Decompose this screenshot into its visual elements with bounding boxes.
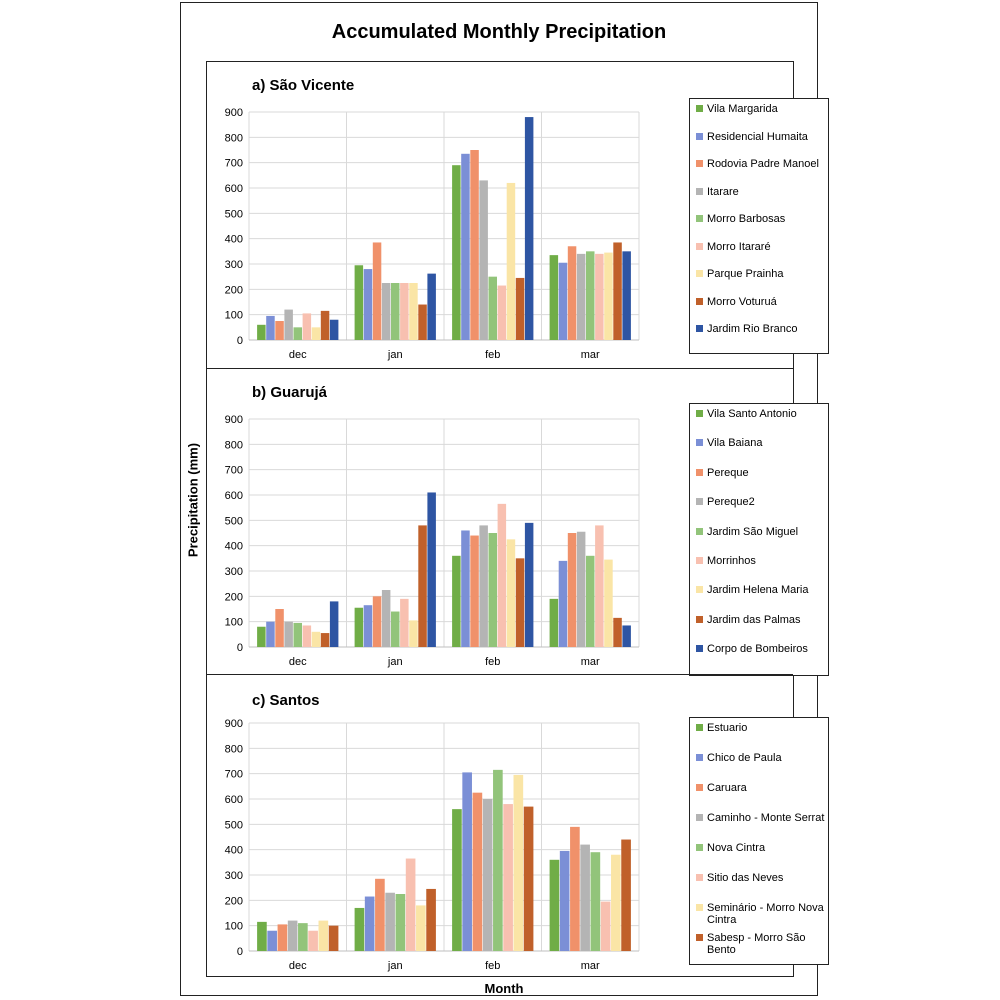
legend-swatch [696, 325, 703, 332]
legend-label: Pereque2 [707, 496, 755, 509]
legend-item [696, 902, 825, 932]
legend-label: Morro Itararé [707, 240, 771, 253]
panels-container [206, 61, 825, 977]
bar-jardim-das-palmas-mar [613, 618, 622, 647]
legend-item [696, 932, 825, 962]
legend-swatch [696, 616, 703, 623]
legend-swatch [696, 298, 703, 305]
bar-pereque-dec [275, 609, 284, 647]
legend-swatch [696, 557, 703, 564]
y-tick-label: 0 [236, 642, 243, 654]
legend-item [696, 213, 825, 241]
legend-item [696, 268, 825, 296]
bar-caminho-monte-serrat-jan [385, 893, 395, 951]
legend-label: Parque Prainha [707, 268, 784, 280]
bar-vila-santo-antonio-feb [452, 556, 461, 647]
legend-swatch [696, 754, 703, 761]
x-tick-label: dec [288, 656, 307, 668]
legend-label: Caminho - Monte Serrat [707, 812, 825, 824]
y-tick-label: 700 [224, 464, 243, 477]
panel-sao-vicente [207, 62, 819, 368]
bar-jardim-helena-maria-jan [409, 620, 418, 647]
bar-parque-prainha-jan [409, 283, 418, 340]
x-tick-label: jan [387, 349, 403, 361]
bar-pereque2-jan [382, 590, 391, 647]
bar-chico-de-paula-mar [560, 851, 570, 951]
y-tick-label: 900 [224, 414, 243, 426]
bar-seminario-morro-nova-cintra-feb [514, 775, 524, 951]
y-tick-label: 500 [224, 819, 243, 832]
x-tick-label: mar [580, 349, 600, 361]
bar-parque-prainha-dec [312, 327, 321, 340]
legend-label: Vila Margarida [707, 103, 778, 115]
legend-label: Itarare [707, 185, 739, 198]
legend-swatch [696, 469, 703, 476]
bar-parque-prainha-feb [507, 183, 516, 340]
bar-morro-barbosas-jan [391, 283, 400, 340]
bar-sitio-das-neves-mar [601, 902, 611, 951]
y-tick-label: 100 [224, 616, 243, 629]
y-tick-label: 200 [224, 591, 243, 604]
bar-pereque-feb [470, 536, 479, 647]
legend-swatch [696, 498, 703, 505]
y-tick-label: 100 [224, 920, 243, 933]
legend-item [696, 296, 825, 324]
bar-residencial-humaita-dec [266, 316, 275, 340]
y-tick-label: 100 [224, 309, 243, 322]
bar-jardim-helena-maria-mar [604, 560, 613, 647]
bar-itarare-feb [479, 180, 488, 340]
bar-jardim-das-palmas-feb [516, 558, 525, 647]
legend-item [696, 526, 825, 555]
y-tick-label: 900 [224, 107, 243, 119]
y-tick-label: 600 [224, 794, 243, 806]
bar-caruara-jan [375, 879, 385, 951]
bar-pereque-jan [373, 596, 382, 647]
legend-item [696, 584, 825, 613]
x-tick-label: feb [485, 349, 501, 361]
x-tick-label: mar [580, 656, 600, 668]
y-tick-label: 300 [224, 259, 243, 271]
panel-guaruja [207, 368, 809, 674]
bar-parque-prainha-mar [604, 253, 613, 340]
bar-morro-voturua-dec [321, 311, 330, 340]
bar-sabesp-morro-sao-bento-feb [524, 807, 534, 951]
legend-swatch [696, 784, 703, 791]
bar-itarare-dec [284, 310, 293, 340]
legend-item [696, 782, 825, 812]
legend-label: Morro Barbosas [707, 213, 786, 225]
bar-rodovia-padre-manoel-jan [373, 242, 382, 340]
figure-frame [180, 2, 825, 996]
bar-estuario-dec [257, 922, 267, 951]
y-tick-label: 600 [224, 490, 243, 502]
legend-label: Morro Voturuá [707, 295, 777, 308]
panel-santos [207, 674, 825, 978]
legend-label: Jardim Rio Branco [707, 323, 798, 335]
bar-jardim-rio-branco-dec [330, 320, 339, 340]
bar-seminario-morro-nova-cintra-mar [611, 855, 621, 951]
legend-swatch [696, 528, 703, 535]
y-tick-label: 700 [224, 157, 243, 170]
bar-rodovia-padre-manoel-dec [275, 321, 284, 340]
bar-itarare-jan [382, 283, 391, 340]
bar-corpo-de-bombeiros-jan [427, 492, 436, 647]
bar-jardim-sao-miguel-dec [294, 623, 303, 647]
legend-sao-vicente [689, 98, 829, 354]
bar-jardim-rio-branco-jan [427, 274, 436, 340]
y-tick-label: 0 [236, 946, 243, 958]
legend-item [696, 323, 825, 351]
legend-santos [689, 717, 829, 965]
legend-swatch [696, 586, 703, 593]
legend-swatch [696, 904, 703, 911]
legend-swatch [696, 243, 703, 250]
bar-morrinhos-dec [303, 625, 312, 647]
x-tick-label: jan [387, 960, 403, 972]
bar-chico-de-paula-dec [267, 931, 277, 951]
legend-label: Morrinhos [707, 554, 756, 567]
y-tick-label: 200 [224, 284, 243, 297]
bar-jardim-sao-miguel-jan [391, 612, 400, 647]
legend-swatch [696, 934, 703, 941]
legend-label: Corpo de Bombeiros [707, 643, 808, 656]
legend-item [696, 722, 825, 752]
legend-swatch [696, 844, 703, 851]
bar-caruara-feb [473, 793, 483, 951]
bar-itarare-mar [577, 254, 586, 340]
bar-residencial-humaita-feb [461, 154, 470, 340]
y-tick-label: 0 [236, 335, 243, 347]
legend-swatch [696, 105, 703, 112]
x-tick-label: feb [485, 656, 501, 668]
bar-chico-de-paula-jan [365, 897, 375, 951]
bar-sabesp-morro-sao-bento-mar [621, 840, 631, 951]
y-tick-label: 700 [224, 768, 243, 781]
legend-item [696, 241, 825, 269]
x-tick-label: jan [387, 656, 403, 668]
panel-title: b) Guarujá [252, 384, 328, 401]
bar-nova-cintra-dec [298, 923, 308, 951]
bar-nova-cintra-feb [493, 770, 503, 951]
y-tick-label: 600 [224, 183, 243, 195]
legend-guaruja [689, 403, 829, 676]
bar-rodovia-padre-manoel-feb [470, 150, 479, 340]
bar-sitio-das-neves-dec [308, 931, 318, 951]
legend-item [696, 131, 825, 159]
bar-jardim-sao-miguel-feb [489, 533, 498, 647]
legend-item [696, 614, 825, 643]
bar-caminho-monte-serrat-mar [580, 845, 590, 951]
y-tick-label: 400 [224, 233, 243, 246]
x-tick-label: dec [288, 349, 307, 361]
legend-item [696, 496, 825, 525]
legend-item [696, 103, 825, 131]
bar-morrinhos-jan [400, 599, 409, 647]
bar-morro-voturua-mar [613, 242, 622, 340]
bar-pereque2-dec [284, 622, 293, 647]
legend-label: Jardim Helena Maria [707, 584, 809, 597]
legend-label: Estuario [707, 722, 748, 734]
panel-title: c) Santos [252, 692, 320, 709]
y-tick-label: 400 [224, 844, 243, 857]
bar-corpo-de-bombeiros-mar [622, 625, 631, 647]
bar-pereque-mar [568, 533, 577, 647]
bar-morro-barbosas-dec [294, 327, 303, 340]
bar-corpo-de-bombeiros-feb [525, 523, 534, 647]
panel-title: a) São Vicente [252, 77, 355, 94]
bar-morro-itarare-mar [595, 254, 604, 340]
y-tick-label: 800 [224, 132, 243, 145]
legend-item [696, 555, 825, 584]
bar-vila-baiana-jan [364, 605, 373, 647]
bar-jardim-helena-maria-dec [312, 632, 321, 647]
legend-label: Caruara [707, 782, 747, 794]
y-tick-label: 800 [224, 743, 243, 756]
legend-swatch [696, 724, 703, 731]
bar-morro-barbosas-feb [489, 277, 498, 340]
legend-item [696, 643, 825, 672]
bar-residencial-humaita-jan [364, 269, 373, 340]
bar-caruara-dec [278, 924, 288, 951]
x-tick-label: feb [485, 960, 501, 972]
bar-morrinhos-mar [595, 525, 604, 647]
bar-morrinhos-feb [498, 504, 507, 647]
legend-label: Nova Cintra [707, 842, 766, 854]
legend-swatch [696, 270, 703, 277]
bar-vila-santo-antonio-dec [257, 627, 266, 647]
legend-item [696, 186, 825, 214]
y-tick-label: 300 [224, 566, 243, 578]
bar-seminario-morro-nova-cintra-jan [416, 905, 426, 951]
bar-corpo-de-bombeiros-dec [330, 601, 339, 647]
legend-swatch [696, 814, 703, 821]
legend-label: Seminário - Morro Nova Cintra [707, 902, 824, 926]
bar-vila-margarida-mar [550, 255, 559, 340]
legend-label: Chico de Paula [707, 752, 782, 764]
bar-jardim-rio-branco-mar [622, 251, 631, 340]
y-tick-label: 300 [224, 870, 243, 882]
legend-label: Pereque [707, 466, 749, 479]
bar-rodovia-padre-manoel-mar [568, 246, 577, 340]
legend-swatch [696, 215, 703, 222]
bar-morro-itarare-jan [400, 283, 409, 340]
x-tick-label: dec [288, 960, 307, 972]
bar-estuario-feb [452, 809, 462, 951]
bar-morro-itarare-feb [498, 286, 507, 340]
chart-title: Accumulated Monthly Precipitation [331, 21, 667, 43]
bar-nova-cintra-jan [396, 894, 406, 951]
bar-morro-voturua-feb [516, 278, 525, 340]
legend-item [696, 437, 825, 466]
bar-morro-itarare-dec [303, 313, 312, 340]
bar-sitio-das-neves-feb [503, 804, 513, 951]
legend-label: Vila Baiana [707, 437, 763, 450]
bar-caruara-mar [570, 827, 580, 951]
y-tick-label: 400 [224, 540, 243, 553]
legend-item [696, 842, 825, 872]
y-tick-label: 900 [224, 718, 243, 730]
bar-vila-santo-antonio-jan [355, 608, 364, 647]
bar-jardim-rio-branco-feb [525, 117, 534, 340]
bar-residencial-humaita-mar [559, 263, 568, 340]
legend-swatch [696, 133, 703, 140]
legend-swatch [696, 645, 703, 652]
legend-swatch [696, 439, 703, 446]
y-tick-label: 500 [224, 208, 243, 221]
legend-label: Rodovia Padre Manoel [707, 158, 819, 170]
bar-vila-baiana-dec [266, 622, 275, 647]
bar-caminho-monte-serrat-dec [288, 921, 298, 951]
legend-label: Jardim São Miguel [707, 525, 799, 538]
bar-vila-baiana-feb [461, 530, 470, 647]
legend-swatch [696, 188, 703, 195]
legend-label: Sitio das Neves [707, 872, 784, 884]
bar-sabesp-morro-sao-bento-dec [329, 926, 339, 951]
legend-item [696, 872, 825, 902]
bar-nova-cintra-mar [591, 852, 601, 951]
y-tick-label: 800 [224, 439, 243, 452]
bar-vila-santo-antonio-mar [550, 599, 559, 647]
legend-label: Jardim das Palmas [707, 613, 801, 626]
bar-estuario-jan [355, 908, 365, 951]
legend-label: Sabesp - Morro São Bento [707, 932, 806, 956]
x-tick-label: mar [580, 960, 600, 972]
bar-morro-voturua-jan [418, 305, 427, 340]
bar-vila-margarida-feb [452, 165, 461, 340]
bar-caminho-monte-serrat-feb [483, 799, 493, 951]
bar-jardim-das-palmas-jan [418, 525, 427, 647]
legend-item [696, 812, 825, 842]
bar-seminario-morro-nova-cintra-dec [319, 921, 329, 951]
bar-vila-margarida-dec [257, 325, 266, 340]
bar-jardim-sao-miguel-mar [586, 556, 595, 647]
legend-item [696, 467, 825, 496]
y-tick-label: 200 [224, 895, 243, 908]
bar-pereque2-feb [479, 525, 488, 647]
legend-label: Vila Santo Antonio [707, 408, 797, 420]
legend-item [696, 752, 825, 782]
bar-jardim-helena-maria-feb [507, 539, 516, 647]
x-axis-label: Month [484, 981, 524, 996]
bar-sabesp-morro-sao-bento-jan [426, 889, 436, 951]
y-tick-label: 500 [224, 515, 243, 528]
bar-morro-barbosas-mar [586, 251, 595, 340]
bar-jardim-das-palmas-dec [321, 633, 330, 647]
legend-item [696, 158, 825, 186]
legend-item [696, 408, 825, 437]
legend-swatch [696, 874, 703, 881]
bar-pereque2-mar [577, 532, 586, 647]
bar-vila-margarida-jan [355, 265, 364, 340]
bar-chico-de-paula-feb [462, 772, 472, 951]
bar-sitio-das-neves-jan [406, 859, 416, 951]
legend-label: Residencial Humaita [707, 130, 808, 143]
legend-swatch [696, 160, 703, 167]
bar-vila-baiana-mar [559, 561, 568, 647]
y-axis-label: Precipitation (mm) [185, 442, 201, 558]
legend-swatch [696, 410, 703, 417]
bar-estuario-mar [550, 860, 560, 951]
